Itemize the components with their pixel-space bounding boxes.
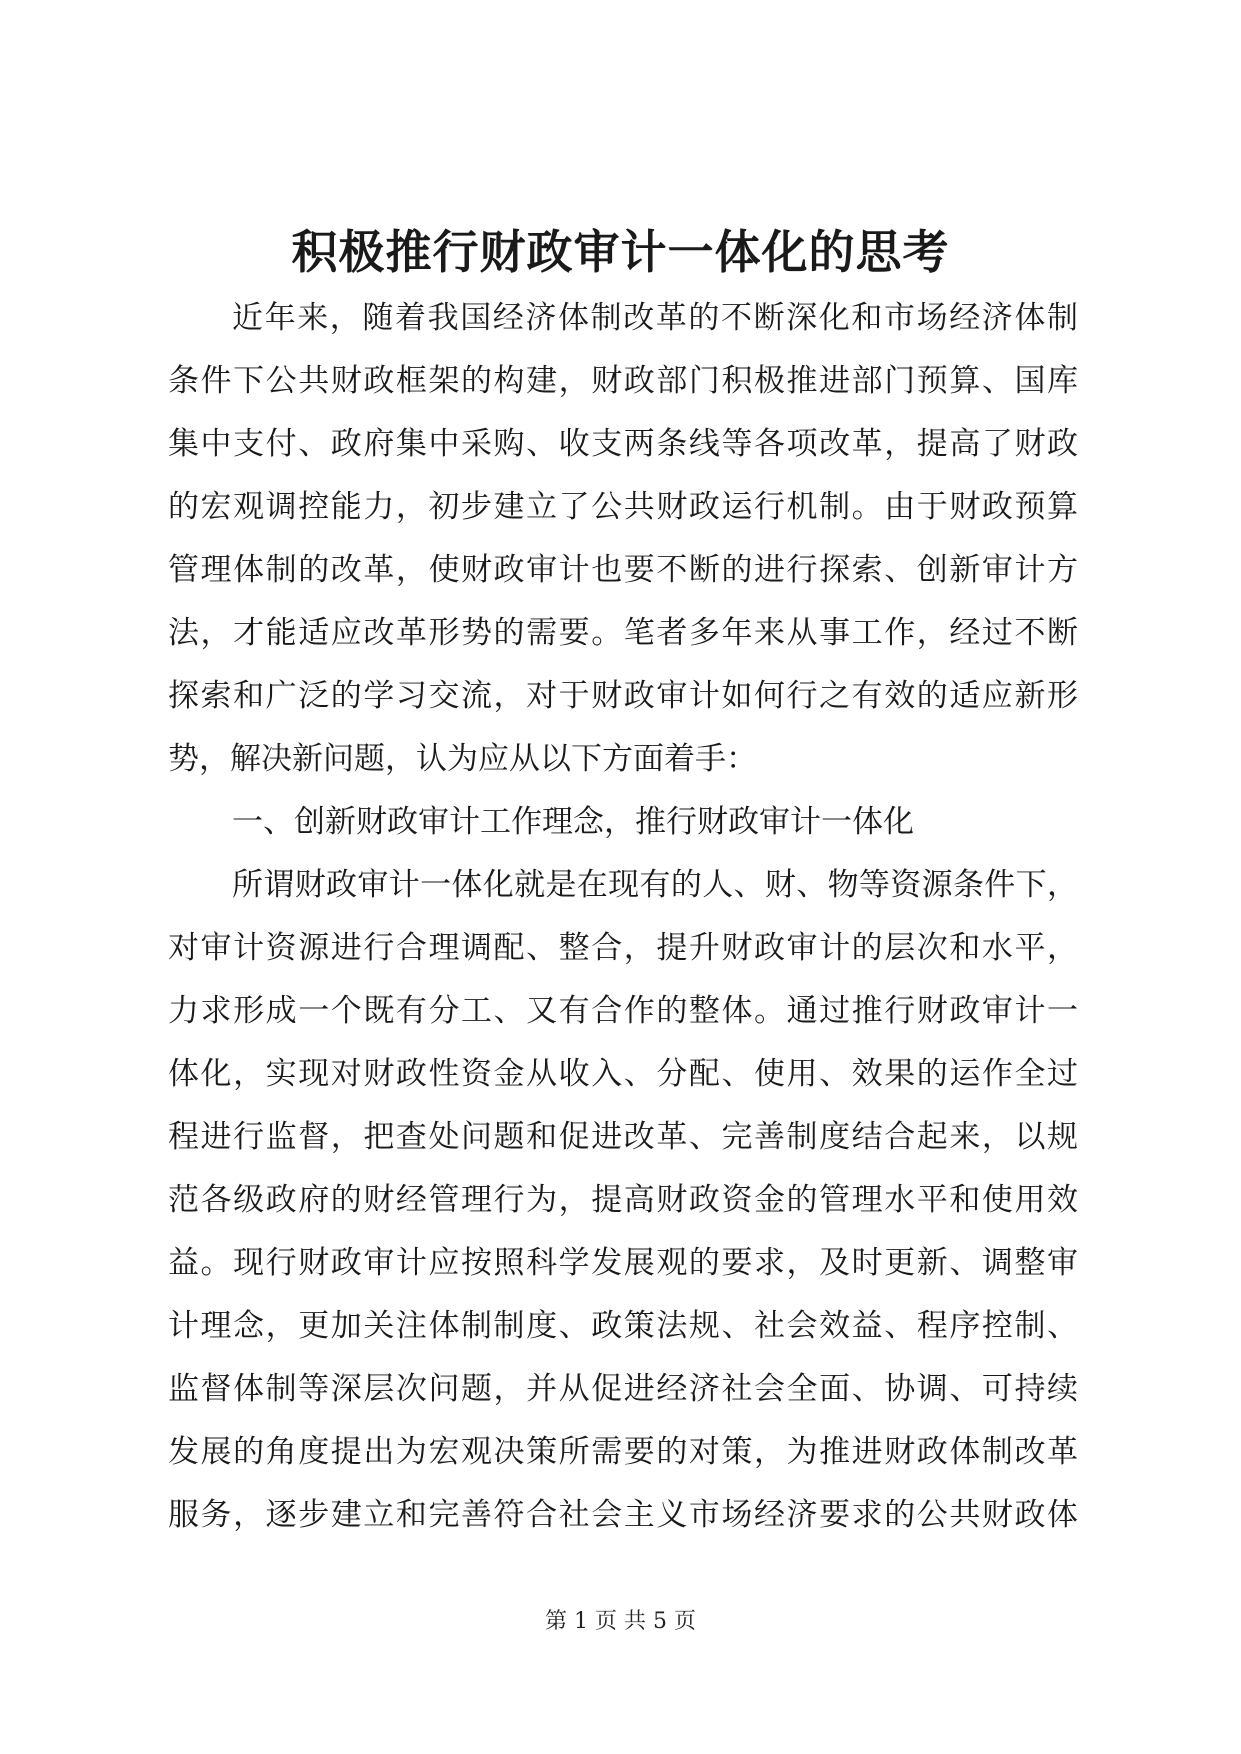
text-line: 探索和广泛的学习交流，对于财政审计如何行之有效的适应新形: [168, 678, 1078, 714]
document-body: [168, 287, 1078, 1547]
text-line: 法，才能适应改革形势的需要。笔者多年来从事工作，经过不断: [168, 615, 1078, 651]
text-line: 服务，逐步建立和完善符合社会主义市场经济要求的公共财政体: [168, 1497, 1078, 1533]
text-line: 程进行监督，把查处问题和促进改革、完善制度结合起来，以规: [168, 1119, 1078, 1155]
text-line: 益。现行财政审计应按照科学发展观的要求，及时更新、调整审: [168, 1245, 1078, 1281]
text-line: 计理念，更加关注体制制度、政策法规、社会效益、程序控制、: [168, 1308, 1078, 1344]
text-line: 管理体制的改革，使财政审计也要不断的进行探索、创新审计方: [168, 552, 1078, 588]
document-title: 积极推行财政审计一体化的思考: [291, 225, 950, 279]
text-line: 对审计资源进行合理调配、整合，提升财政审计的层次和水平，: [168, 930, 1078, 966]
text-line: 一、创新财政审计工作理念，推行财政审计一体化: [232, 804, 914, 840]
text-line: 势，解决新问题，认为应从以下方面着手：: [168, 741, 757, 777]
text-line: 力求形成一个既有分工、又有合作的整体。通过推行财政审计一: [168, 993, 1078, 1029]
text-line: 体化，实现对财政性资金从收入、分配、使用、效果的运作全过: [168, 1056, 1078, 1092]
text-line: 条件下公共财政框架的构建，财政部门积极推进部门预算、国库: [168, 363, 1078, 399]
text-line: 近年来，随着我国经济体制改革的不断深化和市场经济体制: [232, 300, 1078, 336]
text-line: 监督体制等深层次问题，并从促进经济社会全面、协调、可持续: [168, 1371, 1078, 1407]
text-line: 的宏观调控能力，初步建立了公共财政运行机制。由于财政预算: [168, 489, 1078, 525]
text-line: 集中支付、政府集中采购、收支两条线等各项改革，提高了财政: [168, 426, 1078, 462]
text-line: 所谓财政审计一体化就是在现有的人、财、物等资源条件下，: [232, 867, 1078, 903]
page-footer: 第 1 页 共 5 页: [545, 1609, 696, 1634]
text-line: 发展的角度提出为宏观决策所需要的对策，为推进财政体制改革: [168, 1434, 1078, 1470]
text-line: 范各级政府的财经管理行为，提高财政资金的管理水平和使用效: [168, 1182, 1078, 1218]
